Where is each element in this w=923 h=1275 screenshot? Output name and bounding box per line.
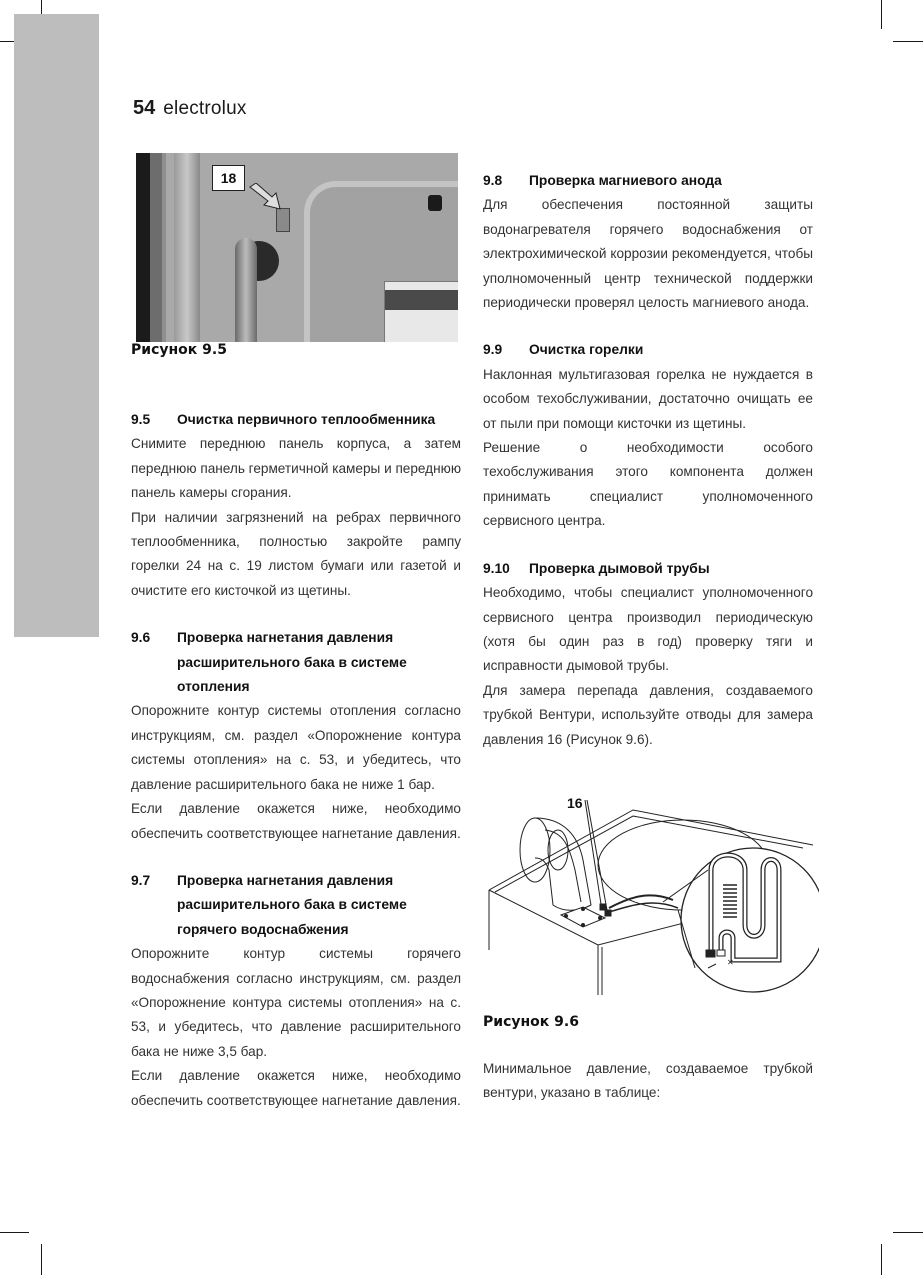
crop-mark bbox=[881, 1244, 882, 1275]
paragraph: Необходимо, чтобы специалист уполномоченного сервисного центра производил периодическую (хотя бы один раз в год) проверку тяги и исправности дымовой трубы. bbox=[483, 585, 813, 674]
section-title: Проверка дымовой трубы bbox=[529, 560, 710, 576]
figure-caption: Рисунок 9.5 bbox=[131, 342, 227, 358]
section-number: 9.8 bbox=[483, 173, 503, 188]
section-number: 9.9 bbox=[483, 342, 503, 358]
section-title: Проверка нагнетания давления расширительного бака в системе отопления bbox=[177, 630, 407, 695]
right-column bbox=[483, 169, 813, 752]
paragraph: Для обеспечения постоянной защиты водонагревателя горячего водоснабжения от электрохимической коррозии рекомендуется, чтобы уполномоченный центр технической поддержки периодически проверял целость магниевого анода. bbox=[483, 197, 813, 311]
section-heading bbox=[131, 869, 461, 942]
tank-rating-plate bbox=[384, 281, 458, 342]
section-number: 9.6 bbox=[131, 630, 151, 646]
section-9-8 bbox=[483, 169, 813, 315]
paragraph: Решение о необходимости особого техобслуживания этого компонента должен принимать специалист уполномоченного сервисного центра. bbox=[483, 440, 813, 529]
arrow-icon bbox=[248, 183, 284, 211]
venturi-intro bbox=[483, 1057, 813, 1106]
crop-mark bbox=[893, 41, 923, 42]
chapter-tab-band bbox=[14, 14, 99, 637]
paragraph: Опорожните контур системы отопления согласно инструкциям, см. раздел «Опорожнение контура системы отопления» на с. 53, и убедитесь, что давление расширительного бака не ниже 1 бар. bbox=[131, 703, 461, 792]
paragraph: Если давление окажется ниже, необходимо обеспечить соответствующее нагнетание давления. bbox=[131, 1068, 461, 1108]
section-title: Очистка первичного теплообменника bbox=[177, 412, 436, 427]
figure-callout-label: 16 bbox=[567, 795, 583, 811]
section-number: 9.7 bbox=[131, 872, 151, 888]
section-9-10 bbox=[483, 557, 813, 752]
section-9-9 bbox=[483, 338, 813, 533]
tank-valve-knob bbox=[428, 195, 442, 211]
section-9-5 bbox=[131, 408, 461, 603]
paragraph: Снимите переднюю панель корпуса, а затем переднюю панель герметичной камеры и переднюю панель камеры сгорания. bbox=[131, 436, 462, 501]
paragraph: Для замера перепада давления, создаваемого трубкой Вентури, используйте отводы для замера давления 16 (Рисунок 9.6). bbox=[483, 682, 813, 747]
boiler-frame bbox=[174, 153, 200, 342]
paragraph: Наклонная мультигазовая горелка не нуждается в особом техобслуживании, достаточно очищать ее от пыли при помощи кисточки из щетины. bbox=[483, 366, 813, 431]
page-number: 54 bbox=[133, 97, 156, 119]
section-9-7 bbox=[131, 869, 461, 1113]
brand-name: electrolux bbox=[163, 98, 247, 119]
paragraph: Минимальное давление, создаваемое трубкой вентури, указано в таблице: bbox=[483, 1061, 813, 1101]
section-number: 9.5 bbox=[131, 412, 151, 427]
section-number: 9.10 bbox=[483, 560, 510, 576]
valve bbox=[276, 208, 290, 232]
section-title: Проверка магниевого анода bbox=[529, 173, 722, 188]
section-heading bbox=[131, 626, 461, 699]
section-heading bbox=[131, 408, 461, 432]
paragraph: Опорожните контур системы горячего водоснабжения согласно инструкциям, см. раздел «Опорожнение контура системы отопления» на с. 53, и убедитесь, что давление расширительного бака не ниже 3,5 бар. bbox=[131, 946, 461, 1059]
section-title: Проверка нагнетания давления расширительного бака в системе горячего водоснабжения bbox=[177, 872, 407, 937]
figure-caption: Рисунок 9.6 bbox=[483, 1014, 579, 1030]
paragraph: При наличии загрязнений на ребрах первичного теплообменника, полностью закройте рампу горелки 24 на с. 19 листом бумаги или газетой и очистите его кисточкой из щетины. bbox=[131, 509, 461, 598]
section-title: Очистка горелки bbox=[529, 342, 644, 358]
section-heading bbox=[483, 338, 813, 362]
left-column bbox=[131, 408, 461, 1113]
section-9-6 bbox=[131, 626, 461, 846]
crop-mark bbox=[881, 0, 882, 29]
figure-9-6-diagram bbox=[483, 790, 819, 1000]
crop-mark bbox=[0, 1232, 29, 1233]
paragraph: Если давление окажется ниже, необходимо обеспечить соответствующее нагнетание давления. bbox=[131, 801, 461, 841]
section-heading bbox=[483, 169, 813, 193]
section-heading bbox=[483, 557, 813, 581]
pipe bbox=[235, 238, 257, 342]
svg-text:✕: ✕ bbox=[727, 958, 734, 967]
crop-mark bbox=[41, 1244, 42, 1275]
running-header bbox=[133, 97, 247, 120]
callout-label: 18 bbox=[212, 165, 245, 191]
figure-9-5-photo bbox=[136, 153, 458, 342]
crop-mark bbox=[893, 1232, 923, 1233]
